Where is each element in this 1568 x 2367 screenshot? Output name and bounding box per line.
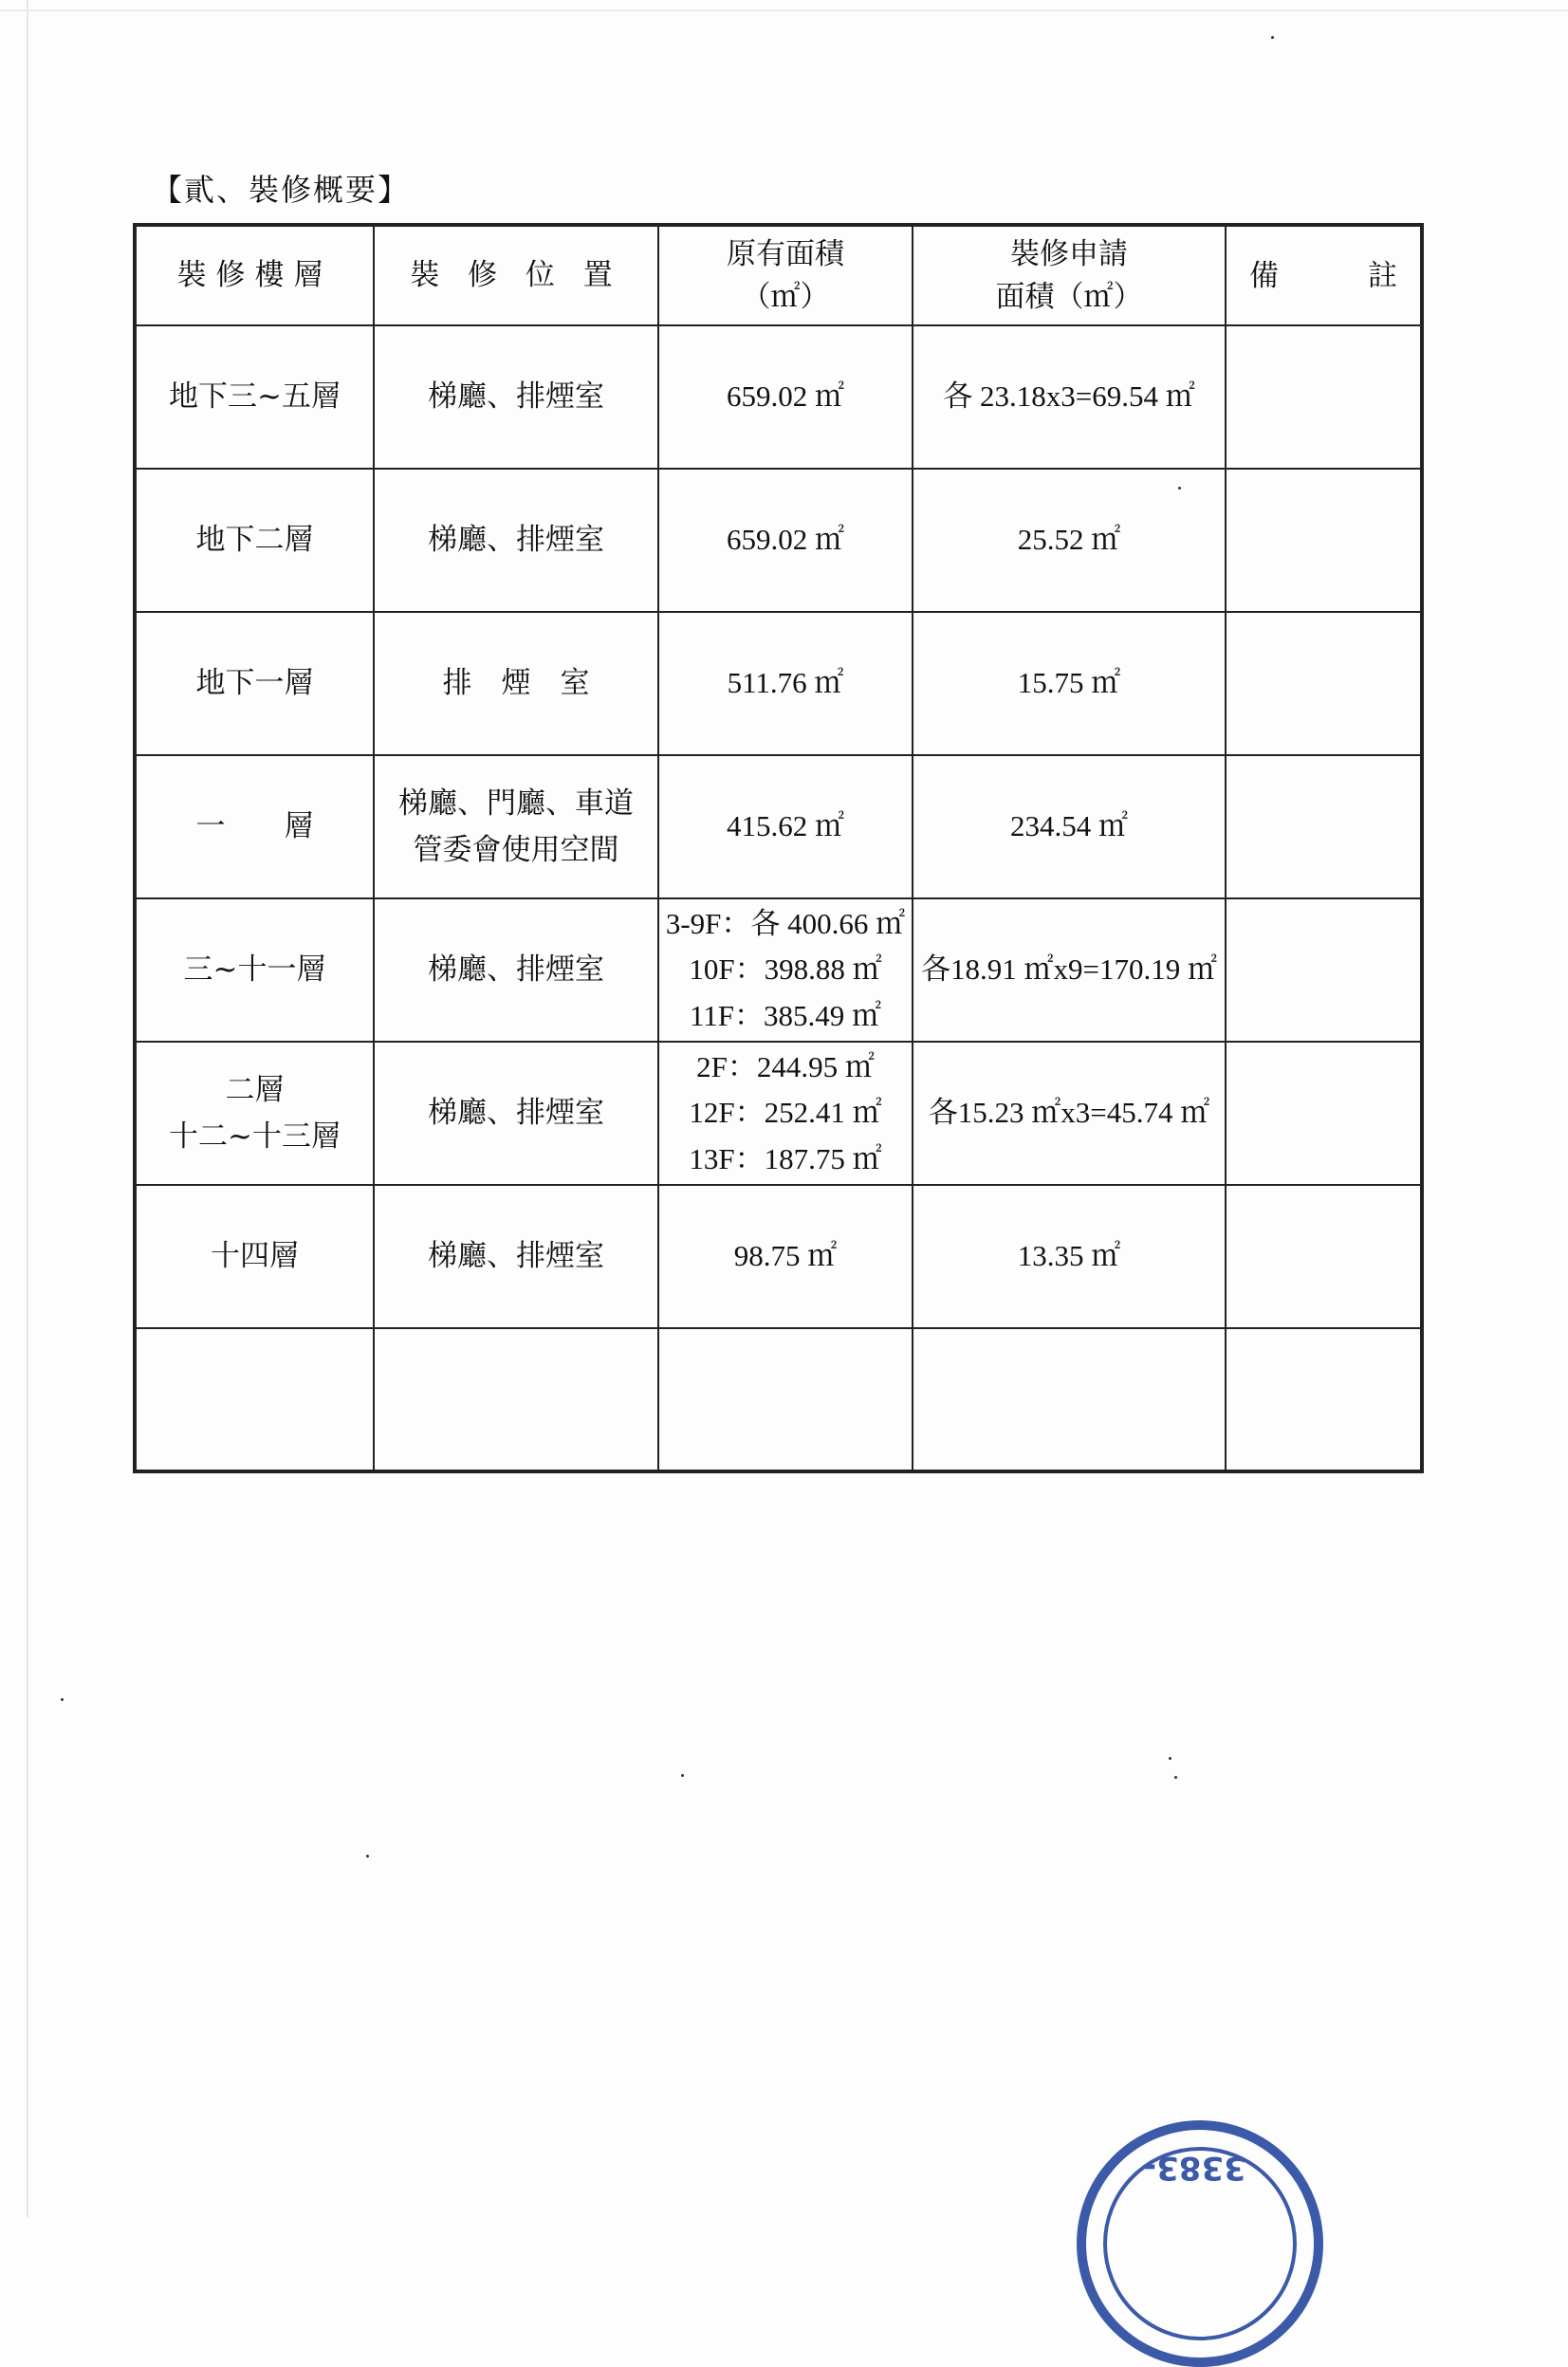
renovation-area-cell-line: 25.52 ㎡ xyxy=(1017,523,1121,557)
scan-speck xyxy=(1174,1776,1177,1779)
original-area-cell xyxy=(658,325,913,469)
floor-cell-line: 地下一層 xyxy=(195,666,314,701)
header-renovation-area-line2: 面積（㎡） xyxy=(995,279,1143,314)
location-cell xyxy=(374,1042,658,1185)
renovation-area-cell-line: 各 23.18x3=69.54 ㎡ xyxy=(943,379,1195,414)
renovation-area-cell xyxy=(913,1185,1226,1328)
company-seal xyxy=(1077,2120,1323,2367)
remarks-cell xyxy=(1226,1328,1422,1471)
floor-cell xyxy=(135,1042,374,1185)
table-row xyxy=(135,325,1422,469)
renovation-area-cell xyxy=(913,1042,1226,1185)
header-renovation-area xyxy=(913,225,1226,325)
floor-cell xyxy=(135,755,374,898)
original-area-cell-line: 12F：252.41 ㎡ xyxy=(689,1096,882,1130)
floor-cell-line: 地下二層 xyxy=(195,523,314,558)
original-area-cell-line: 13F：187.75 ㎡ xyxy=(689,1141,882,1175)
floor-cell-line: 十二~十三層 xyxy=(169,1119,341,1154)
header-location: 裝 修 位 置 xyxy=(374,225,658,325)
original-area-cell-line: 659.02 ㎡ xyxy=(727,523,844,557)
header-original-area-line2: （㎡） xyxy=(741,279,830,314)
original-area-cell xyxy=(658,1185,913,1328)
scan-speck xyxy=(1169,1757,1171,1760)
location-cell-line: 梯廳、排煙室 xyxy=(428,1239,604,1274)
header-original-area xyxy=(658,225,913,325)
renovation-area-cell xyxy=(913,469,1226,612)
floor-cell-line: 地下三~五層 xyxy=(169,379,341,415)
renovation-area-cell-line: 15.75 ㎡ xyxy=(1017,666,1121,700)
header-renovation-area-line1: 裝修申請 xyxy=(1010,236,1128,271)
renovation-area-cell-line: 234.54 ㎡ xyxy=(1010,809,1128,843)
remarks-cell xyxy=(1226,325,1422,469)
company-seal-text: 3383- xyxy=(1143,2149,1246,2187)
floor-cell-line: 三~十一層 xyxy=(183,952,326,988)
renovation-area-cell xyxy=(913,1328,1226,1471)
remarks-cell xyxy=(1226,612,1422,755)
header-original-area-line1: 原有面積 xyxy=(727,236,844,271)
location-cell xyxy=(374,755,658,898)
location-cell xyxy=(374,898,658,1042)
floor-cell-line: 十四層 xyxy=(211,1239,299,1274)
renovation-area-cell xyxy=(913,755,1226,898)
floor-cell xyxy=(135,612,374,755)
table-row xyxy=(135,1328,1422,1471)
location-cell xyxy=(374,469,658,612)
scan-speck xyxy=(61,1698,64,1701)
table-header-row xyxy=(135,225,1422,325)
header-floor: 裝修樓層 xyxy=(135,225,374,325)
original-area-cell-line: 511.76 ㎡ xyxy=(727,666,844,700)
page-edge-left xyxy=(27,0,28,2218)
header-remarks-right: 註 xyxy=(1368,259,1397,293)
location-cell xyxy=(374,325,658,469)
remarks-cell xyxy=(1226,1185,1422,1328)
location-cell xyxy=(374,612,658,755)
remarks-cell xyxy=(1226,1042,1422,1185)
original-area-cell xyxy=(658,755,913,898)
table-row xyxy=(135,469,1422,612)
header-remarks xyxy=(1226,225,1422,325)
original-area-cell-line: 98.75 ㎡ xyxy=(733,1239,838,1273)
location-cell-line: 梯廳、排煙室 xyxy=(428,952,604,988)
original-area-cell xyxy=(658,612,913,755)
location-cell-line: 梯廳、排煙室 xyxy=(428,379,604,415)
location-cell-line: 梯廳、排煙室 xyxy=(428,1096,604,1131)
original-area-cell xyxy=(658,1042,913,1185)
floor-cell-line: 一 層 xyxy=(195,809,314,844)
location-cell-line: 梯廳、門廳、車道 xyxy=(398,786,634,822)
remarks-cell xyxy=(1226,469,1422,612)
scan-speck xyxy=(366,1855,369,1858)
table-row xyxy=(135,612,1422,755)
original-area-cell-line: 2F：244.95 ㎡ xyxy=(696,1050,875,1084)
scan-speck xyxy=(1178,487,1181,490)
table-row xyxy=(135,755,1422,898)
floor-cell xyxy=(135,898,374,1042)
renovation-area-cell-line: 13.35 ㎡ xyxy=(1017,1239,1121,1273)
location-cell-line: 管委會使用空間 xyxy=(413,832,619,867)
scan-speck xyxy=(1271,36,1274,39)
original-area-cell-line: 11F：385.49 ㎡ xyxy=(689,998,882,1032)
table-row xyxy=(135,1185,1422,1328)
original-area-cell-line: 3-9F：各 400.66 ㎡ xyxy=(665,907,906,941)
remarks-cell xyxy=(1226,898,1422,1042)
original-area-cell-line: 415.62 ㎡ xyxy=(727,809,844,843)
page-edge-top xyxy=(0,9,1568,11)
floor-cell xyxy=(135,469,374,612)
remarks-cell xyxy=(1226,755,1422,898)
original-area-cell-line: 659.02 ㎡ xyxy=(727,379,844,414)
location-cell-line: 排 煙 室 xyxy=(442,666,590,701)
header-remarks-left: 備 xyxy=(1249,259,1279,293)
table-row xyxy=(135,1042,1422,1185)
floor-cell xyxy=(135,325,374,469)
renovation-area-cell-line: 各15.23 ㎡x3=45.74 ㎡ xyxy=(928,1096,1210,1130)
location-cell xyxy=(374,1328,658,1471)
renovation-area-cell xyxy=(913,612,1226,755)
renovation-area-cell xyxy=(913,325,1226,469)
table-row xyxy=(135,898,1422,1042)
floor-cell xyxy=(135,1328,374,1471)
renovation-area-cell-line: 各18.91 ㎡x9=170.19 ㎡ xyxy=(921,952,1217,987)
original-area-cell-line: 10F：398.88 ㎡ xyxy=(689,952,882,987)
original-area-cell xyxy=(658,469,913,612)
renovation-area-cell xyxy=(913,898,1226,1042)
floor-cell xyxy=(135,1185,374,1328)
original-area-cell xyxy=(658,898,913,1042)
original-area-cell xyxy=(658,1328,913,1471)
section-title: 【貳、裝修概要】 xyxy=(152,172,411,208)
location-cell-line: 梯廳、排煙室 xyxy=(428,523,604,558)
floor-cell-line: 二層 xyxy=(225,1073,285,1108)
scan-speck xyxy=(681,1774,684,1777)
renovation-summary-table xyxy=(133,223,1424,1473)
location-cell xyxy=(374,1185,658,1328)
